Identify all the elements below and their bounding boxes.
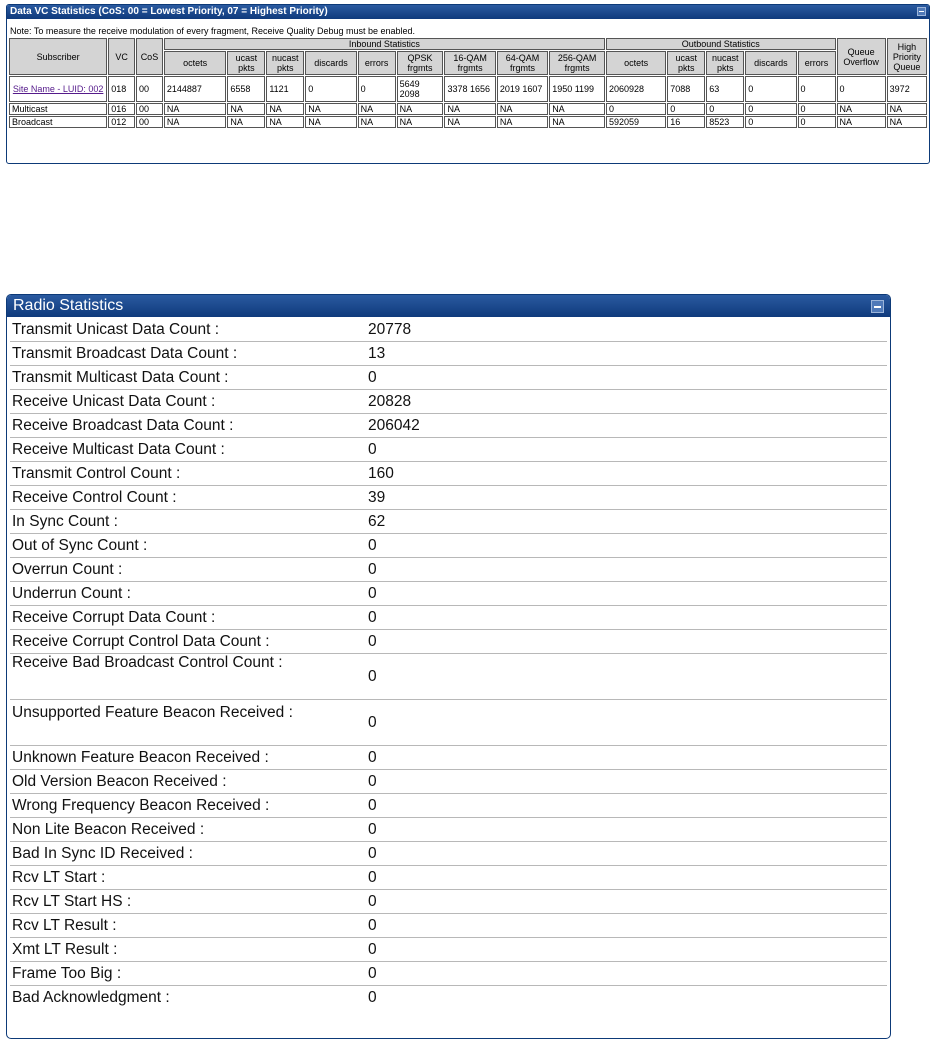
in-octets-cell: NA [164,103,227,115]
radio-statistics-panel [6,294,891,1039]
stat-row [10,818,887,842]
out-ucast-cell: 7088 [667,76,705,102]
stat-label: Rcv LT Start HS : [12,892,132,910]
col-inbound-statistics: Inbound Statistics [164,38,605,50]
subscriber-cell [9,76,107,102]
out-octets-cell: 2060928 [606,76,666,102]
subscriber-link[interactable]: Site Name - LUID: 002 [12,84,104,94]
col-out-octets: octets [606,51,666,75]
stat-label: Rcv LT Start : [12,868,106,886]
stat-row [10,938,887,962]
stat-value: 0 [368,796,377,814]
stat-label: Overrun Count : [12,560,123,578]
cos-cell: 00 [136,103,163,115]
qpsk-cell: NA [397,103,444,115]
stat-row [10,414,887,438]
vc-note: Note: To measure the receive modulation of every fragment, Receive Quality Debug must be enabled. [10,26,416,36]
vc-cell: 018 [108,76,135,102]
stat-value: 0 [368,820,377,838]
stat-row [10,510,887,534]
qpsk-cell: NA [397,116,444,128]
qam16-cell: NA [444,103,495,115]
stat-label: Old Version Beacon Received : [12,772,227,790]
cos-cell: 00 [136,116,163,128]
out-errors-cell: 0 [798,103,836,115]
out-nucast-cell: 0 [706,103,744,115]
stat-value: 0 [368,713,377,731]
col-in-nucast: nucast pkts [266,51,304,75]
stat-row [10,342,887,366]
stat-value: 0 [368,772,377,790]
queue-overflow-cell: 0 [837,76,886,102]
out-discards-cell: 0 [745,76,796,102]
in-nucast-cell: 1121 [266,76,304,102]
radio-panel-title: Radio Statistics [13,297,124,314]
cos-cell: 00 [136,76,163,102]
col-cos: CoS [136,38,163,75]
stat-value: 0 [368,440,377,458]
qpsk-cell: 5649 2098 [397,76,444,102]
stat-label: Receive Corrupt Control Data Count : [12,632,270,650]
stat-value: 0 [368,988,377,1006]
vc-panel-title: Data VC Statistics (CoS: 00 = Lowest Priority, 07 = Highest Priority) [10,6,328,17]
qam16-cell: 3378 1656 [444,76,495,102]
stat-value: 0 [368,632,377,650]
out-errors-cell: 0 [798,116,836,128]
col-out-nucast: nucast pkts [706,51,744,75]
stat-row [10,534,887,558]
stat-label: Receive Control Count : [12,488,177,506]
col-high-priority-queue: High Priority Queue [887,38,927,75]
col-256qam: 256-QAM frgmts [549,51,605,75]
stat-label: Underrun Count : [12,584,131,602]
stat-label: In Sync Count : [12,512,118,530]
in-octets-cell: 2144887 [164,76,227,102]
data-vc-statistics-panel [6,4,930,164]
minimize-icon[interactable] [917,7,926,16]
stat-row [10,866,887,890]
high-priority-cell: NA [887,116,927,128]
in-ucast-cell: 6558 [227,76,265,102]
stat-label: Transmit Broadcast Data Count : [12,344,238,362]
col-in-discards: discards [305,51,356,75]
in-ucast-cell: NA [227,103,265,115]
stat-label: Out of Sync Count : [12,536,148,554]
out-nucast-cell: 8523 [706,116,744,128]
stat-row [10,582,887,606]
table-row [9,103,927,115]
stat-label: Receive Corrupt Data Count : [12,608,216,626]
qam64-cell: NA [497,116,548,128]
col-16qam: 16-QAM frgmts [444,51,495,75]
col-outbound-statistics: Outbound Statistics [606,38,836,50]
stat-label: Unsupported Feature Beacon Received : [12,704,293,721]
stat-value: 160 [368,464,394,482]
vc-cell: 012 [108,116,135,128]
stat-value: 0 [368,844,377,862]
stat-label: Bad In Sync ID Received : [12,844,193,862]
stat-row [10,770,887,794]
in-errors-cell: NA [358,103,396,115]
radio-panel-header [7,295,890,317]
in-errors-cell: NA [358,116,396,128]
in-ucast-cell: NA [227,116,265,128]
stat-value: 0 [368,536,377,554]
qam16-cell: NA [444,116,495,128]
qam256-cell: NA [549,116,605,128]
stat-value: 0 [368,368,377,386]
out-discards-cell: 0 [745,116,796,128]
stat-label: Non Lite Beacon Received : [12,820,205,838]
col-in-errors: errors [358,51,396,75]
stat-row [10,606,887,630]
stat-row [10,654,887,700]
out-discards-cell: 0 [745,103,796,115]
stat-row [10,486,887,510]
stat-row [10,842,887,866]
stat-row [10,366,887,390]
stat-value: 0 [368,868,377,886]
in-nucast-cell: NA [266,116,304,128]
col-vc: VC [108,38,135,75]
stat-row [10,558,887,582]
col-qpsk: QPSK frgmts [397,51,444,75]
stat-value: 20828 [368,392,412,410]
qam64-cell: 2019 1607 [497,76,548,102]
stat-value: 0 [368,584,377,602]
qam256-cell: NA [549,103,605,115]
stat-row [10,390,887,414]
stat-value: 206042 [368,416,420,434]
stat-value: 0 [368,560,377,578]
vc-cell: 016 [108,103,135,115]
out-nucast-cell: 63 [706,76,744,102]
col-out-errors: errors [798,51,836,75]
stat-label: Transmit Unicast Data Count : [12,320,220,338]
in-discards-cell: NA [305,103,356,115]
in-discards-cell: 0 [305,76,356,102]
col-out-discards: discards [745,51,796,75]
stat-label: Unknown Feature Beacon Received : [12,748,269,766]
stat-label: Receive Unicast Data Count : [12,392,216,410]
stat-label: Receive Bad Broadcast Control Count : [12,654,283,671]
high-priority-cell: 3972 [887,76,927,102]
table-row [9,116,927,128]
in-discards-cell: NA [305,116,356,128]
table-row [9,76,927,102]
out-octets-cell: 0 [606,103,666,115]
stat-value: 13 [368,344,386,362]
stat-row [10,438,887,462]
col-queue-overflow: Queue Overflow [837,38,886,75]
col-subscriber: Subscriber [9,38,107,75]
stat-value: 0 [368,892,377,910]
stat-row [10,700,887,746]
stat-row [10,890,887,914]
col-in-ucast: ucast pkts [227,51,265,75]
out-errors-cell: 0 [798,76,836,102]
col-in-octets: octets [164,51,227,75]
subscriber-cell: Broadcast [9,116,107,128]
stat-label: Rcv LT Result : [12,916,117,934]
stat-row [10,630,887,654]
radio-statistics-list [7,317,890,1009]
stat-label: Receive Broadcast Data Count : [12,416,234,434]
in-nucast-cell: NA [266,103,304,115]
vc-statistics-table [8,37,928,129]
stat-label: Bad Acknowledgment : [12,988,170,1006]
stat-label: Transmit Multicast Data Count : [12,368,229,386]
stat-value: 39 [368,488,386,506]
out-octets-cell: 592059 [606,116,666,128]
queue-overflow-cell: NA [837,103,886,115]
stat-label: Wrong Frequency Beacon Received : [12,796,270,814]
subscriber-cell: Multicast [9,103,107,115]
minimize-icon[interactable] [871,300,884,313]
stat-label: Xmt LT Result : [12,940,118,958]
stat-label: Receive Multicast Data Count : [12,440,225,458]
col-64qam: 64-QAM frgmts [497,51,548,75]
queue-overflow-cell: NA [837,116,886,128]
stat-row [10,962,887,986]
stat-value: 20778 [368,320,412,338]
high-priority-cell: NA [887,103,927,115]
stat-label: Frame Too Big : [12,964,122,982]
stat-row [10,462,887,486]
stat-value: 0 [368,916,377,934]
stat-value: 0 [368,964,377,982]
in-errors-cell: 0 [358,76,396,102]
out-ucast-cell: 0 [667,103,705,115]
stat-row [10,794,887,818]
stat-value: 62 [368,512,386,530]
stat-value: 0 [368,608,377,626]
col-out-ucast: ucast pkts [667,51,705,75]
stat-row [10,318,887,342]
stat-row [10,914,887,938]
out-ucast-cell: 16 [667,116,705,128]
stat-value: 0 [368,748,377,766]
stat-row [10,986,887,1009]
vc-panel-header [7,5,929,19]
stat-value: 0 [368,667,377,685]
in-octets-cell: NA [164,116,227,128]
qam64-cell: NA [497,103,548,115]
qam256-cell: 1950 1199 [549,76,605,102]
stat-value: 0 [368,940,377,958]
stat-row [10,746,887,770]
stat-label: Transmit Control Count : [12,464,181,482]
